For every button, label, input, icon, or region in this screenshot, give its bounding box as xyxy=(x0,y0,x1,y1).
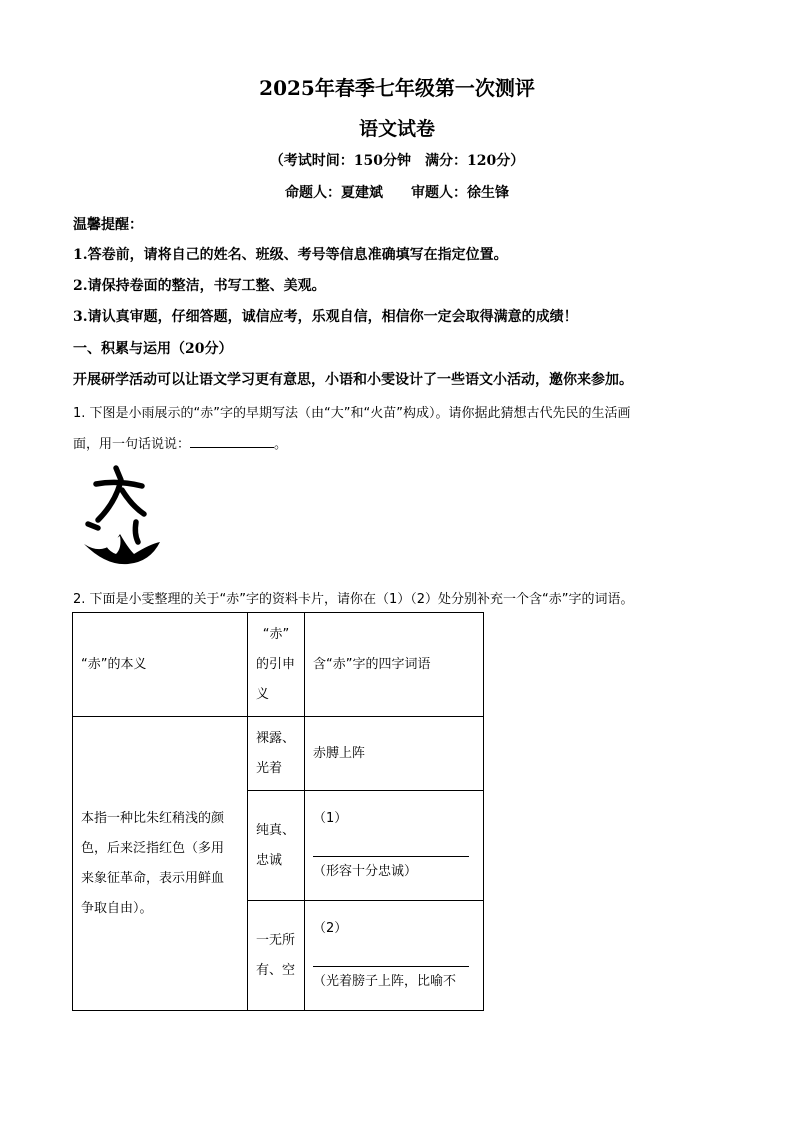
word-cell: 赤膊上阵 xyxy=(305,717,484,791)
ancient-chi-character-image xyxy=(76,462,166,572)
reminder-heading: 温馨提醒： xyxy=(73,217,143,233)
meaning-cell: 纯真、 忠诚 xyxy=(248,791,305,901)
section-intro: 开展研学活动可以让语文学习更有意思，小语和小雯设计了一些语文小活动，邀你来参加。 xyxy=(73,372,633,388)
table-row xyxy=(73,717,484,791)
meaning-cell: 裸露、 光着 xyxy=(248,717,305,791)
header-original-meaning: “赤”的本义 xyxy=(73,613,248,717)
flame-stroke xyxy=(84,534,160,564)
reminder-item-3: 3.请认真审题，仔细答题，诚信应考，乐观自信，相信你一定会取得满意的成绩！ xyxy=(73,309,578,325)
question-1-end: 。 xyxy=(274,437,288,452)
header-four-char-words: 含“赤”字的四字词语 xyxy=(305,613,484,717)
question-2-text: 2. 下面是小雯整理的关于“赤”字的资料卡片，请你在（1）（2）处分别补充一个含“赤”字的词语。 xyxy=(73,592,634,607)
subject-title: 语文试卷 xyxy=(358,118,435,140)
word-cell xyxy=(305,791,484,901)
chi-info-card-table xyxy=(72,612,484,1011)
reminder-item-1: 1.答卷前，请将自己的姓名、班级、考号等信息准确填写在指定位置。 xyxy=(73,247,508,263)
exam-authors: 命题人：夏建斌 审题人：徐生锋 xyxy=(285,185,509,201)
table-header-row xyxy=(73,613,484,717)
slot-label: （1） xyxy=(313,811,348,826)
slot-hint: （光着膀子上阵，比喻不 xyxy=(313,974,457,989)
answer-blank[interactable] xyxy=(190,433,274,448)
original-meaning-cell: 本指一种比朱红稍浅的颜 色，后来泛指红色（多用 来象征革命，表示用鲜血 争取自由）。 xyxy=(73,717,248,1011)
exam-meta: （考试时间：150分钟 满分：120分） xyxy=(269,153,525,169)
exam-title: 2025年春季七年级第一次测评 xyxy=(259,76,535,100)
reminder-item-2: 2.请保持卷面的整洁，书写工整、美观。 xyxy=(73,278,326,294)
question-1-line-1: 1. 下图是小雨展示的“赤”字的早期写法（由“大”和“火苗”构成）。请你据此猜想古代先民的生活画 xyxy=(73,406,631,421)
meaning-cell: 一无所 有、空 xyxy=(248,901,305,1011)
word-cell xyxy=(305,901,484,1011)
section-heading: 一、积累与运用（20分） xyxy=(73,341,233,357)
answer-blank[interactable] xyxy=(313,834,469,857)
slot-hint: （形容十分忠诚） xyxy=(313,864,418,879)
header-extended-meaning: “赤” 的引申 义 xyxy=(248,613,305,717)
question-1-line-2 xyxy=(73,433,287,452)
answer-blank[interactable] xyxy=(313,944,469,967)
question-1-prompt: 面，用一句话说说： xyxy=(73,437,191,452)
slot-label: （2） xyxy=(313,921,348,936)
